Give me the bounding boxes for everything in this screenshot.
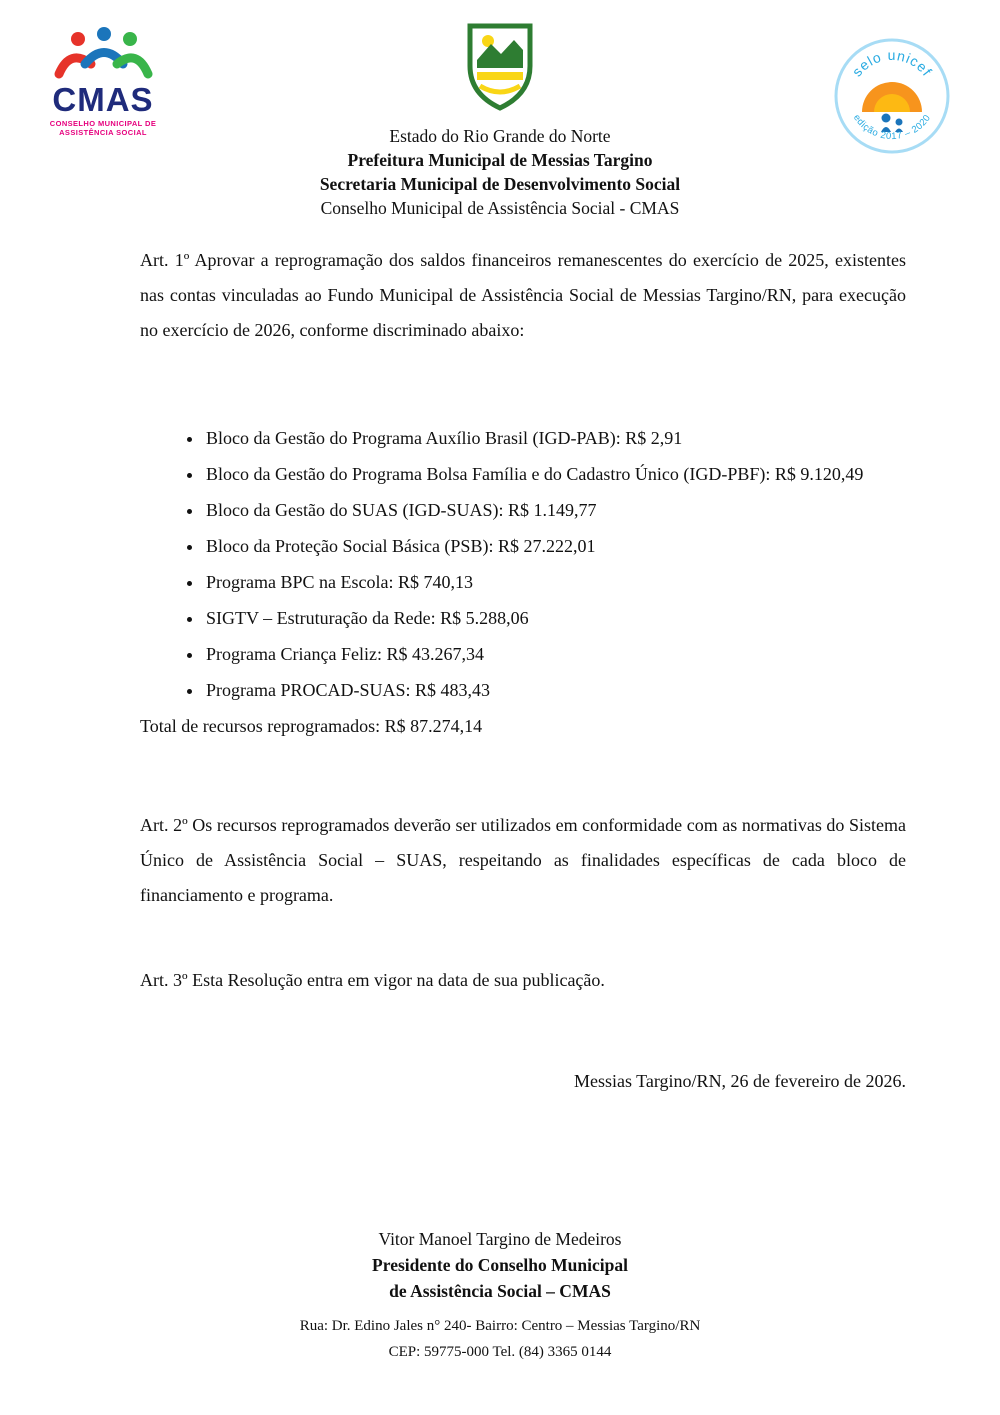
budget-list	[140, 420, 906, 708]
coat-of-arms-icon	[464, 20, 536, 114]
letterhead-prefeitura: Prefeitura Municipal de Messias Targino	[347, 150, 653, 170]
letterhead-state: Estado do Rio Grande do Norte	[389, 126, 611, 146]
budget-list-item: • Bloco da Gestão do SUAS (IGD-SUAS): R$ 1.149,77	[204, 492, 906, 528]
letterhead-secretaria: Secretaria Municipal de Desenvolvimento Social	[319, 174, 681, 194]
letterhead	[0, 124, 1000, 220]
signature-block	[0, 1226, 1000, 1304]
cmas-logo-title: CMAS	[52, 81, 154, 118]
signature-name: Vitor Manoel Targino de Medeiros	[378, 1229, 622, 1249]
cmas-logo-subtitle-line1: CONSELHO MUNICIPAL DE	[49, 119, 157, 128]
budget-list-item: • Programa PROCAD-SUAS: R$ 483,43	[204, 672, 906, 708]
cmas-figures-icon	[38, 26, 168, 82]
footer-address: Rua: Dr. Edino Jales n° 240- Bairro: Centro – Messias Targino/RN	[299, 1318, 701, 1334]
signature-role-line1: Presidente do Conselho Municipal	[372, 1255, 628, 1275]
art1-paragraph: Art. 1º Aprovar a reprogramação dos saldos financeiros remanescentes do exercício de 2025, existentes nas contas vinculadas ao Fundo Municipal de Assistência Social de Messias Targino/RN, para execução no exercício de 2026, conforme discriminado abaixo:	[140, 250, 906, 340]
page-footer	[0, 1313, 1000, 1365]
cmas-logo	[36, 26, 170, 138]
unicef-seal-top-text: selo unicef	[848, 47, 936, 80]
unicef-seal-bottom-text: edição 2017 – 2020	[850, 112, 934, 143]
letterhead-conselho: Conselho Municipal de Assistência Social - CMAS	[320, 198, 680, 218]
budget-list-item: • Bloco da Gestão do Programa Auxílio Brasil (IGD-PAB): R$ 2,91	[204, 420, 906, 456]
coat-of-arms-logo	[464, 20, 536, 119]
budget-list-item: • SIGTV – Estruturação da Rede: R$ 5.288,06	[204, 600, 906, 636]
art3-paragraph: Art. 3º Esta Resolução entra em vigor na data de sua publicação.	[140, 970, 605, 990]
footer-contact: CEP: 59775-000 Tel. (84) 3365 0144	[388, 1344, 612, 1360]
signature-role-line2: de Assistência Social – CMAS	[389, 1281, 611, 1301]
cmas-logo-subtitle-line2: ASSISTÊNCIA SOCIAL	[59, 128, 147, 138]
art2-paragraph: Art. 2º Os recursos reprogramados deverão ser utilizados em conformidade com as normativas do Sistema Único de Assistência Social – SUAS, respeitando as finalidades específicas de cada bloco de financiamento e programa.	[140, 815, 906, 905]
budget-list-item: • Bloco da Gestão do Programa Bolsa Família e do Cadastro Único (IGD-PBF): R$ 9.120,49	[204, 456, 906, 492]
total-line: Total de recursos reprogramados: R$ 87.274,14	[140, 716, 483, 736]
dateline: Messias Targino/RN, 26 de fevereiro de 2026.	[573, 1071, 906, 1091]
budget-list-item: • Programa Criança Feliz: R$ 43.267,34	[204, 636, 906, 672]
budget-list-item: • Programa BPC na Escola: R$ 740,13	[204, 564, 906, 600]
budget-list-item: • Bloco da Proteção Social Básica (PSB): R$ 27.222,01	[204, 528, 906, 564]
document-body	[140, 243, 906, 1099]
